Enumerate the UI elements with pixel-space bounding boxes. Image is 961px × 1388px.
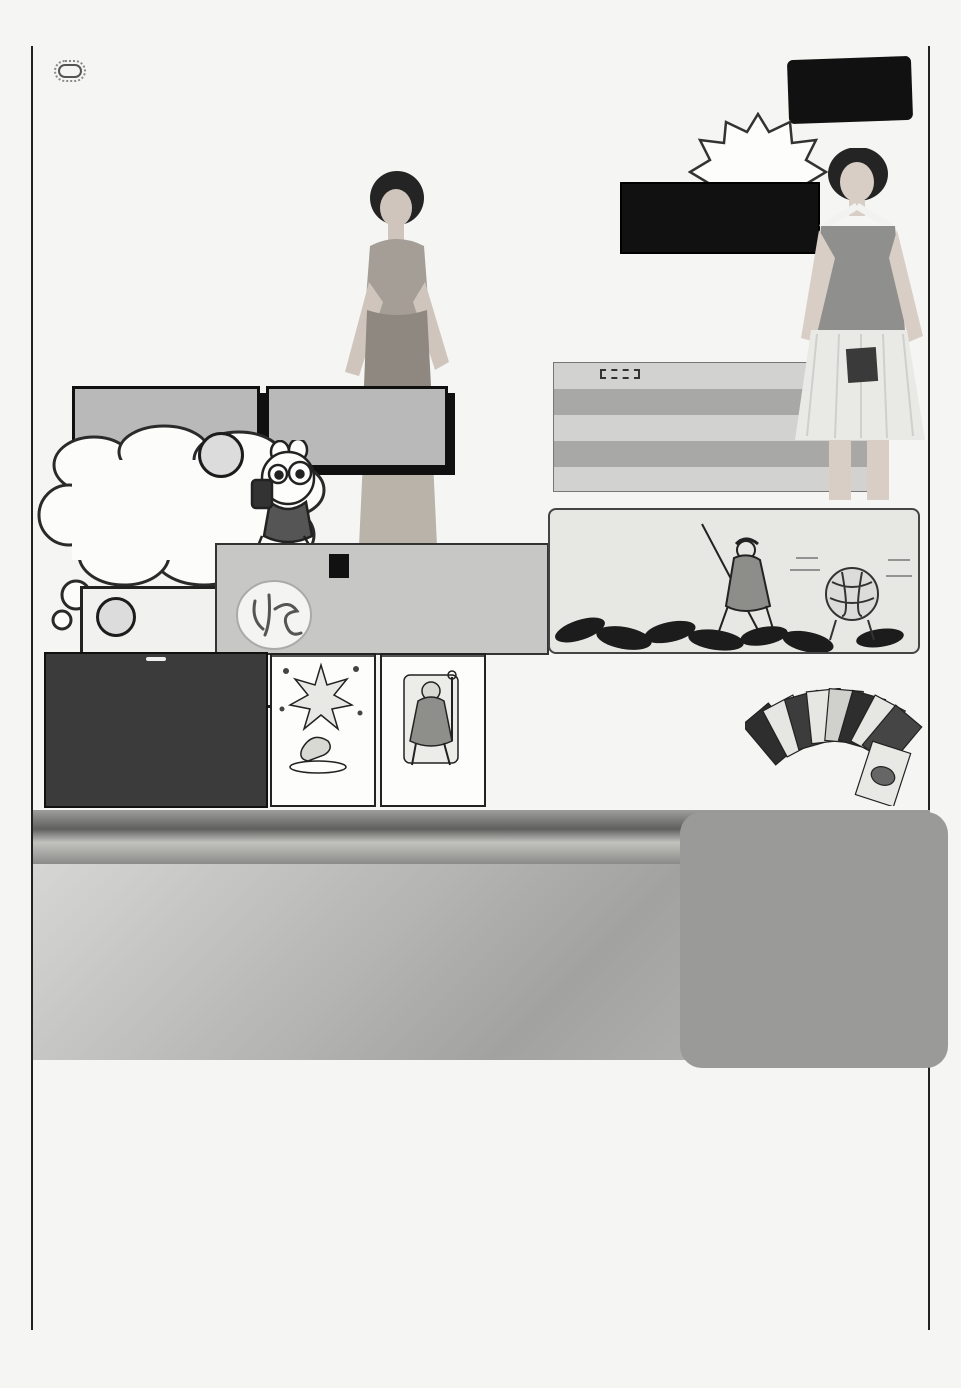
telegram-title [600,369,640,379]
mibox-code-value [329,554,349,578]
tarot-brand-box [44,652,268,808]
bottom-border-ornament [0,1330,961,1345]
handwritten-sigil [235,579,313,651]
left-border-ornament [2,46,26,1330]
tarot-card-star [270,653,376,807]
mibox-code-row [329,553,349,577]
zodiac-wheel-bg [680,812,948,1068]
frame-line-left [31,46,33,1330]
tarot-card-emperor [380,653,486,807]
secret-picture-box [215,543,549,655]
wish-illustration [548,508,920,654]
lucky-stamp-box [58,64,82,78]
diagonal-brand [44,300,60,331]
top-border-ornament [0,28,961,43]
gift-poem-box [620,182,820,254]
fisherman-drawing [550,510,918,652]
tesong-ball [96,597,136,637]
copyright-line1 [787,56,911,60]
tarot-brand-2 [46,657,266,661]
copyright-line2 [787,56,911,60]
right-border-ornament [935,46,959,1330]
star-card-art [272,657,370,775]
card-fan [745,688,925,806]
model-right-figure [795,148,930,500]
emperor-card-art [382,657,480,775]
diagonal-masthead [44,300,60,331]
